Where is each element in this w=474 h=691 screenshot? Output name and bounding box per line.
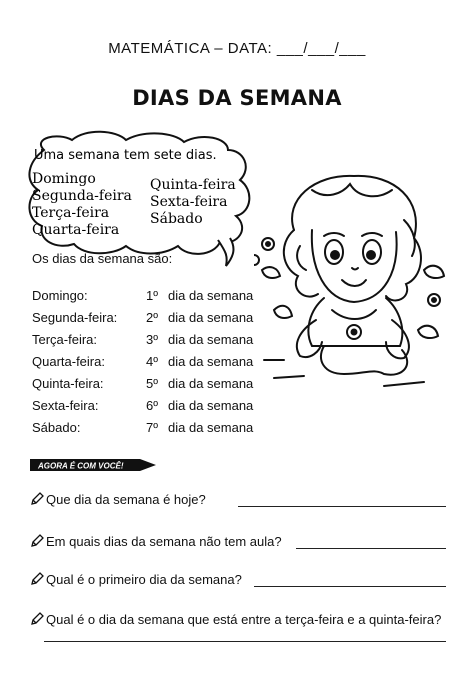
question-text: Em quais dias da semana não tem aula? <box>46 534 282 549</box>
list-item <box>32 310 262 330</box>
question-text: Qual é o primeiro dia da semana? <box>46 572 242 587</box>
question-text: Que dia da semana é hoje? <box>46 492 206 507</box>
girl-illustration <box>254 160 454 390</box>
banner-text: AGORA É COM VOCÊ! <box>38 461 124 471</box>
answer-line[interactable] <box>44 641 446 642</box>
day-name: Domingo: <box>32 288 88 303</box>
question <box>30 612 441 627</box>
pencil-icon <box>30 492 44 506</box>
list-item <box>32 376 262 396</box>
list-item <box>32 420 262 440</box>
day-description: dia da semana <box>168 354 254 369</box>
bubble-day: Domingo <box>32 171 96 187</box>
day-description: dia da semana <box>168 288 254 303</box>
answer-line[interactable] <box>296 548 446 549</box>
day-description: dia da semana <box>168 332 254 347</box>
day-name: Quinta-feira: <box>32 376 104 391</box>
agora-e-com-voce-banner <box>28 457 158 473</box>
pencil-icon <box>30 612 44 626</box>
pencil-icon <box>30 572 44 586</box>
list-item <box>32 398 262 418</box>
bubble-day: Quinta-feira <box>150 177 236 193</box>
day-name: Sábado: <box>32 420 81 435</box>
day-description: dia da semana <box>168 420 254 435</box>
day-ordinal: 5º <box>146 376 158 391</box>
day-name: Sexta-feira: <box>32 398 99 413</box>
worksheet-header: MATEMÁTICA – DATA: ___/___/___ <box>108 40 366 57</box>
answer-line[interactable] <box>254 586 446 587</box>
bubble-day: Segunda-feira <box>32 188 132 204</box>
bubble-day: Sábado <box>150 211 203 227</box>
day-ordinal: 7º <box>146 420 158 435</box>
bubble-day: Quarta-feira <box>32 222 120 238</box>
day-description: dia da semana <box>168 398 254 413</box>
question <box>30 534 282 549</box>
day-name: Quarta-feira: <box>32 354 105 369</box>
day-name: Segunda-feira: <box>32 310 118 325</box>
question <box>30 492 206 507</box>
day-ordinal: 1º <box>146 288 158 303</box>
day-ordinal: 2º <box>146 310 158 325</box>
list-item <box>32 332 262 352</box>
day-description: dia da semana <box>168 376 254 391</box>
day-ordinal: 4º <box>146 354 158 369</box>
list-intro: Os dias da semana são: <box>32 251 173 266</box>
list-item <box>32 288 262 308</box>
bubble-day: Terça-feira <box>32 205 110 221</box>
day-name: Terça-feira: <box>32 332 98 347</box>
day-ordinal: 6º <box>146 398 158 413</box>
day-description: dia da semana <box>168 310 254 325</box>
bubble-day: Sexta-feira <box>150 194 228 210</box>
answer-line[interactable] <box>238 506 446 507</box>
page-title: DIAS DA SEMANA <box>132 86 342 110</box>
list-item <box>32 354 262 374</box>
pencil-icon <box>30 534 44 548</box>
day-ordinal: 3º <box>146 332 158 347</box>
bubble-intro: Uma semana tem sete dias. <box>34 148 217 163</box>
question-text: Qual é o dia da semana que está entre a terça-feira e a quinta-feira? <box>46 612 442 627</box>
question <box>30 572 242 587</box>
